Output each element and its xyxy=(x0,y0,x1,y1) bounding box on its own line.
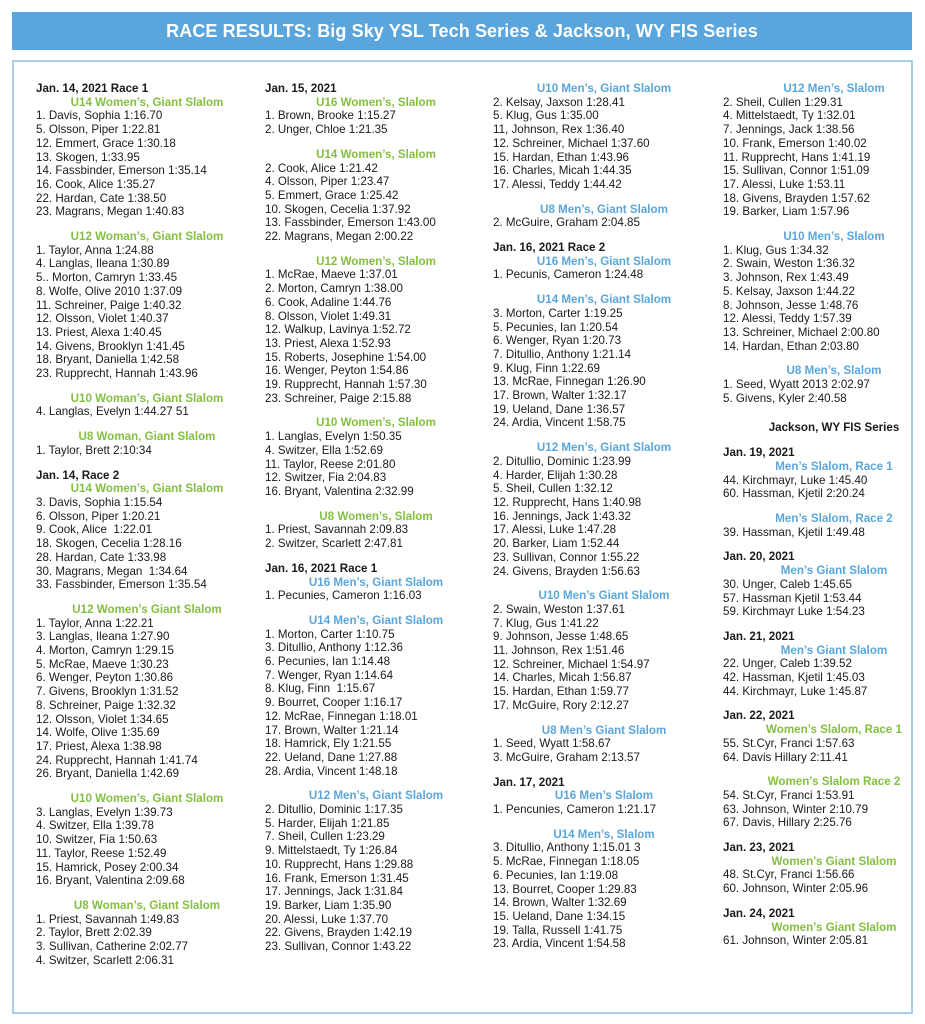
event-heading: U8 Women’s, Slalom xyxy=(319,509,433,523)
result-entry: 1. Klug, Gus 1:34.32 xyxy=(723,243,829,257)
result-entry: 23. Sullivan, Connor 1:43.22 xyxy=(265,940,412,954)
result-entry: 11. Taylor, Reese 2:01.80 xyxy=(265,457,396,471)
result-entry: 1. Seed, Wyatt 2013 2:02.97 xyxy=(723,378,870,392)
race-date: Jan. 14, Race 2 xyxy=(36,468,120,482)
event-heading: U8 Men’s, Giant Slalom xyxy=(540,202,668,216)
result-entry: 4. Langlas, Evelyn 1:44.27 51 xyxy=(36,405,189,419)
result-entry: 18. Hamrick, Ely 1:21.55 xyxy=(265,737,392,751)
result-entry: 59. Kirchmayr Luke 1:54.23 xyxy=(723,605,865,619)
result-entry: 15. Sullivan, Connor 1:51.09 xyxy=(723,164,870,178)
result-entry: 12. Walkup, Lavinya 1:52.72 xyxy=(265,323,411,337)
result-entry: 4. Switzer, Scarlett 2:06.31 xyxy=(36,953,174,967)
result-entry: 8. Klug, Finn 1:15.67 xyxy=(265,682,376,696)
result-entry: 1. Taylor, Anna 1:22.21 xyxy=(36,616,154,630)
result-entry: 26. Bryant, Daniella 1:42.69 xyxy=(36,767,180,781)
result-entry: 14. Givens, Brooklyn 1:41.45 xyxy=(36,339,185,353)
result-entry: 3. Langlas, Evelyn 1:39.73 xyxy=(36,805,173,819)
result-entry: 10. Switzer, Fia 1:50.63 xyxy=(36,833,158,847)
result-entry: 2. Swain, Weston 1:37.61 xyxy=(493,602,625,616)
result-entry: 15. Ueland, Dane 1:34.15 xyxy=(493,909,626,923)
result-entry: 1. Davis, Sophia 1:16.70 xyxy=(36,109,163,123)
result-entry: 14. Wolfe, Olive 1:35.69 xyxy=(36,726,160,740)
event-heading: U10 Men’s Giant Slalom xyxy=(538,589,670,603)
result-entry: 24. Givens, Brayden 1:56.63 xyxy=(493,564,640,578)
result-entry: 22. Ueland, Dane 1:27.88 xyxy=(265,750,398,764)
event-heading: U16 Women’s, Slalom xyxy=(316,95,436,109)
event-heading: Women’s Slalom, Race 1 xyxy=(766,723,902,737)
result-entry: 17. Jennings, Jack 1:31.84 xyxy=(265,885,403,899)
result-entry: 67. Davis, Hillary 2:25.76 xyxy=(723,816,852,830)
result-entry: 23. Magrans, Megan 1:40.83 xyxy=(36,205,185,219)
result-entry: 19. Barker, Liam 1:35.90 xyxy=(265,898,392,912)
result-entry: 13. Schreiner, Michael 2:00.80 xyxy=(723,325,880,339)
event-heading: U16 Men’s Slalom xyxy=(554,789,654,803)
result-entry: 11. Taylor, Reese 1:52.49 xyxy=(36,846,167,860)
result-entry: 7. Klug, Gus 1:41.22 xyxy=(493,616,599,630)
result-entry: 12. Schreiner, Michael 1:54.97 xyxy=(493,657,650,671)
result-entry: 22. Givens, Brayden 1:42.19 xyxy=(265,926,412,940)
result-entry: 15. Hardan, Ethan 1:43.96 xyxy=(493,150,630,164)
result-entry: 4. Morton, Camryn 1:29.15 xyxy=(36,644,174,658)
result-entry: 28. Ardia, Vincent 1:48.18 xyxy=(265,764,398,778)
result-entry: 9. Mittelstaedt, Ty 1:26.84 xyxy=(265,844,398,858)
result-entry: 12. McRae, Finnegan 1:18.01 xyxy=(265,709,418,723)
event-heading: U8 Woman’s, Giant Slalom xyxy=(73,898,221,912)
results-column-1 xyxy=(36,82,258,967)
result-entry: 18. Bryant, Daniella 1:42.58 xyxy=(36,353,180,367)
event-heading: Women’s Giant Slalom xyxy=(771,920,897,934)
result-entry: 5. Pecunies, Ian 1:20.54 xyxy=(493,320,619,334)
result-entry: 60. Hassman, Kjetil 2:20.24 xyxy=(723,487,865,501)
result-entry: 10. Rupprecht, Hans 1:29.88 xyxy=(265,857,414,871)
event-heading: Men’s Slalom, Race 1 xyxy=(775,459,893,473)
result-entry: 5. Harder, Elijah 1:21.85 xyxy=(265,816,390,830)
result-entry: 63. Johnson, Winter 2:10.79 xyxy=(723,802,869,816)
event-heading: U10 Men’s, Slalom xyxy=(783,230,885,244)
race-date: Jan. 21, 2021 xyxy=(723,629,795,643)
result-entry: 12. Schreiner, Michael 1:37.60 xyxy=(493,136,650,150)
result-entry: 12. Olsson, Violet 1:34.65 xyxy=(36,712,169,726)
result-entry: 5. Klug, Gus 1:35.00 xyxy=(493,109,599,123)
event-heading: U10 Woman’s, Giant Slalom xyxy=(70,391,224,405)
event-heading: U8 Woman, Giant Slalom xyxy=(78,430,216,444)
event-heading: Women’s Giant Slalom xyxy=(771,854,897,868)
result-entry: 3. Morton, Carter 1:19.25 xyxy=(493,306,623,320)
event-heading: U12 Women’s Giant Slalom xyxy=(72,602,222,616)
result-entry: 54. St.Cyr, Franci 1:53.91 xyxy=(723,788,855,802)
result-entry: 9. Cook, Alice 1:22.01 xyxy=(36,523,153,537)
result-entry: 14. Fassbinder, Emerson 1:35.14 xyxy=(36,164,207,178)
result-entry: 13. Skogen, 1:33.95 xyxy=(36,150,140,164)
result-entry: 42. Hassman, Kjetil 1:45.03 xyxy=(723,671,865,685)
result-entry: 2. Ditullio, Dominic 1:23.99 xyxy=(493,454,631,468)
result-entry: 3. Sullivan, Catherine 2:02.77 xyxy=(36,940,189,954)
result-entry: 22. Magrans, Megan 2:00.22 xyxy=(265,230,414,244)
result-entry: 23. Rupprecht, Hannah 1:43.96 xyxy=(36,367,198,381)
result-entry: 16. Jennings, Jack 1:43.32 xyxy=(493,509,631,523)
result-entry: 30. Unger, Caleb 1:45.65 xyxy=(723,577,852,591)
result-entry: 5. Sheil, Cullen 1:32.12 xyxy=(493,482,613,496)
result-entry: 14. Brown, Walter 1:32.69 xyxy=(493,896,627,910)
result-entry: 4. Mittelstaedt, Ty 1:32.01 xyxy=(723,109,856,123)
result-entry: 6. Wenger, Ryan 1:20.73 xyxy=(493,334,622,348)
result-entry: 16. Bryant, Valentina 2:32.99 xyxy=(265,484,414,498)
result-entry: 22. Unger, Caleb 1:39.52 xyxy=(723,657,852,671)
event-heading: U14 Women’s, Giant Slalom xyxy=(70,482,224,496)
result-entry: 12. Switzer, Fia 2:04.83 xyxy=(265,471,387,485)
result-entry: 20. Barker, Liam 1:52.44 xyxy=(493,537,620,551)
result-entry: 17. Priest, Alexa 1:38.98 xyxy=(36,739,162,753)
results-column-4 xyxy=(723,82,925,948)
result-entry: 1. Priest, Savannah 1:49.83 xyxy=(36,912,180,926)
result-entry: 2. Unger, Chloe 1:21.35 xyxy=(265,123,388,137)
result-entry: 4. Olsson, Piper 1:23.47 xyxy=(265,175,390,189)
event-heading: U12 Men’s, Slalom xyxy=(783,82,885,95)
race-date: Jan. 14, 2021 Race 1 xyxy=(36,82,149,95)
result-entry: 7. Sheil, Cullen 1:23.29 xyxy=(265,830,385,844)
result-entry: 13. McRae, Finnegan 1:26.90 xyxy=(493,375,646,389)
result-entry: 1. Morton, Carter 1:10.75 xyxy=(265,627,395,641)
result-entry: 9. Bourret, Cooper 1:16.17 xyxy=(265,696,403,710)
result-entry: 13. Fassbinder, Emerson 1:43.00 xyxy=(265,216,436,230)
result-entry: 22. Hardan, Cate 1:38.50 xyxy=(36,191,167,205)
result-entry: 16. Wenger, Peyton 1:54.86 xyxy=(265,364,409,378)
result-entry: 23. Ardia, Vincent 1:54.58 xyxy=(493,937,626,951)
result-entry: 15. Roberts, Josephine 1:54.00 xyxy=(265,350,427,364)
result-entry: 5. Givens, Kyler 2:40.58 xyxy=(723,391,847,405)
event-heading: U14 Men’s, Giant Slalom xyxy=(536,293,672,307)
series-heading: Jackson, WY FIS Series xyxy=(768,421,900,435)
result-entry: 19. Rupprecht, Hannah 1:57.30 xyxy=(265,378,427,392)
result-entry: 11. Rupprecht, Hans 1:41.19 xyxy=(723,150,871,164)
result-entry: 3. Johnson, Rex 1:43.49 xyxy=(723,271,849,285)
result-entry: 1. Taylor, Anna 1:24.88 xyxy=(36,243,154,257)
result-entry: 1. Taylor, Brett 2:10:34 xyxy=(36,443,152,457)
result-entry: 8. Olsson, Violet 1:49.31 xyxy=(265,309,392,323)
result-entry: 2. Ditullio, Dominic 1:17.35 xyxy=(265,803,403,817)
race-date: Jan. 16, 2021 Race 2 xyxy=(493,241,606,255)
result-entry: 1. Seed, Wyatt 1:58.67 xyxy=(493,737,611,751)
result-entry: 2. McGuire, Graham 2:04.85 xyxy=(493,216,640,230)
event-heading: U8 Men’s Giant Slalom xyxy=(541,723,667,737)
result-entry: 19. Barker, Liam 1:57.96 xyxy=(723,205,850,219)
result-entry: 64. Davis Hillary 2:11.41 xyxy=(723,750,848,764)
result-entry: 28. Hardan, Cate 1:33.98 xyxy=(36,550,167,564)
result-entry: 8. Wolfe, Olive 2010 1:37.09 xyxy=(36,284,183,298)
result-entry: 4. Langlas, Ileana 1:30.89 xyxy=(36,257,170,271)
result-entry: 5. Emmert, Grace 1:25.42 xyxy=(265,188,399,202)
event-heading: U16 Men’s, Giant Slalom xyxy=(536,254,672,268)
result-entry: 60. Johnson, Winter 2:05.96 xyxy=(723,882,869,896)
result-entry: 19. Ueland, Dane 1:36.57 xyxy=(493,402,626,416)
event-heading: U14 Women’s, Slalom xyxy=(316,147,436,161)
result-entry: 24. Rupprecht, Hannah 1:41.74 xyxy=(36,753,198,767)
result-entry: 10. Frank, Emerson 1:40.02 xyxy=(723,136,867,150)
result-entry: 2. Sheil, Cullen 1:29.31 xyxy=(723,95,843,109)
result-entry: 61. Johnson, Winter 2:05.81 xyxy=(723,934,869,948)
result-entry: 7. Givens, Brooklyn 1:31.52 xyxy=(36,685,179,699)
result-entry: 5.. Morton, Camryn 1:33.45 xyxy=(36,271,178,285)
result-entry: 12. Olsson, Violet 1:40.37 xyxy=(36,312,169,326)
result-entry: 1. Pecunis, Cameron 1:24.48 xyxy=(493,268,644,282)
event-heading: U8 Men’s, Slalom xyxy=(786,364,882,378)
event-heading: Men’s Giant Slalom xyxy=(780,564,888,578)
result-entry: 11, Johnson, Rex 1:36.40 xyxy=(493,123,625,137)
result-entry: 16. Frank, Emerson 1:31.45 xyxy=(265,871,409,885)
result-entry: 1. Brown, Brooke 1:15.27 xyxy=(265,109,396,123)
result-entry: 3. Langlas, Ileana 1:27.90 xyxy=(36,630,170,644)
result-entry: 5. McRae, Maeve 1:30.23 xyxy=(36,657,169,671)
result-entry: 16. Bryant, Valentina 2:09.68 xyxy=(36,874,185,888)
race-date: Jan. 16, 2021 Race 1 xyxy=(265,561,378,575)
race-date: Jan. 15, 2021 xyxy=(265,82,337,95)
result-entry: 3. Ditullio, Anthony 1:15.01 3 xyxy=(493,841,641,855)
result-entry: 14. Charles, Micah 1:56.87 xyxy=(493,671,632,685)
result-entry: 4. Switzer, Ella 1:39.78 xyxy=(36,819,154,833)
result-entry: 24. Ardia, Vincent 1:58.75 xyxy=(493,416,626,430)
result-entry: 20. Alessi, Luke 1:37.70 xyxy=(265,912,389,926)
event-heading: U10 Women’s, Giant Slalom xyxy=(70,792,224,806)
result-entry: 17. Brown, Walter 1:32.17 xyxy=(493,389,627,403)
result-entry: 2. Cook, Alice 1:21.42 xyxy=(265,161,378,175)
result-entry: 48. St.Cyr, Franci 1:56.66 xyxy=(723,868,855,882)
race-date: Jan. 20, 2021 xyxy=(723,550,795,564)
result-entry: 8. Johnson, Jesse 1:48.76 xyxy=(723,298,859,312)
result-entry: 6. Pecunies, Ian 1:14.48 xyxy=(265,655,391,669)
result-entry: 12. Rupprecht, Hans 1:40.98 xyxy=(493,495,642,509)
result-entry: 13. Priest, Alexa 1:52.93 xyxy=(265,336,391,350)
result-entry: 1. Priest, Savannah 2:09.83 xyxy=(265,523,409,537)
race-date: Jan. 23, 2021 xyxy=(723,841,795,855)
result-entry: 19. Talla, Russell 1:41.75 xyxy=(493,923,623,937)
result-entry: 17. McGuire, Rory 2:12.27 xyxy=(493,698,629,712)
result-entry: 23. Sullivan, Connor 1:55.22 xyxy=(493,550,640,564)
result-entry: 12. Alessi, Teddy 1:57.39 xyxy=(723,312,852,326)
result-entry: 9. Johnson, Jesse 1:48.65 xyxy=(493,630,629,644)
result-entry: 23. Schreiner, Paige 2:15.88 xyxy=(265,391,412,405)
results-column-2 xyxy=(265,82,487,954)
result-entry: 4. Harder, Elijah 1:30.28 xyxy=(493,468,618,482)
result-entry: 4. Switzer, Ella 1:52.69 xyxy=(265,443,383,457)
result-entry: 6. Pecunies, Ian 1:19.08 xyxy=(493,868,619,882)
race-date: Jan. 17, 2021 xyxy=(493,775,565,789)
result-entry: 57. Hassman Kjetil 1:53.44 xyxy=(723,591,862,605)
result-entry: 1. Pencunies, Cameron 1:21.17 xyxy=(493,803,657,817)
result-entry: 17. Brown, Walter 1:21.14 xyxy=(265,723,399,737)
result-entry: 9. Klug, Finn 1:22.69 xyxy=(493,361,600,375)
event-heading: U10 Women’s, Slalom xyxy=(316,416,436,430)
result-entry: 2. Taylor, Brett 2:02.39 xyxy=(36,926,152,940)
result-entry: 17. Alessi, Luke 1:47.28 xyxy=(493,523,617,537)
result-entry: 3. Davis, Sophia 1:15.54 xyxy=(36,495,163,509)
event-heading: U14 Women’s, Giant Slalom xyxy=(70,95,224,109)
event-heading: U14 Men’s, Slalom xyxy=(553,827,655,841)
event-heading: U12 Woman’s, Giant Slalom xyxy=(70,230,224,244)
result-entry: 7. Ditullio, Anthony 1:21.14 xyxy=(493,347,631,361)
event-heading: Men’s Giant Slalom xyxy=(780,643,888,657)
result-entry: 44. Kirchmayr, Luke 1:45.87 xyxy=(723,684,868,698)
event-heading: U10 Men’s, Giant Slalom xyxy=(536,82,672,95)
results-column-3 xyxy=(493,82,715,951)
result-entry: 5. Olsson, Piper 1:22.81 xyxy=(36,123,161,137)
result-entry: 6. Olsson, Piper 1:20.21 xyxy=(36,509,161,523)
page-title: RACE RESULTS: Big Sky YSL Tech Series & Jackson, WY FIS Series xyxy=(12,12,912,50)
result-entry: 13. Priest, Alexa 1:40.45 xyxy=(36,325,162,339)
result-entry: 5. McRae, Finnegan 1:18.05 xyxy=(493,855,640,869)
result-entry: 11. Johnson, Rex 1:51.46 xyxy=(493,644,625,658)
event-heading: U12 Women’s, Slalom xyxy=(316,254,436,268)
result-entry: 15. Hardan, Ethan 1:59.77 xyxy=(493,685,630,699)
result-entry: 2. Switzer, Scarlett 2:47.81 xyxy=(265,537,403,551)
result-entry: 3. Ditullio, Anthony 1:12.36 xyxy=(265,641,403,655)
result-entry: 11. Schreiner, Paige 1:40.32 xyxy=(36,298,182,312)
result-entry: 13. Bourret, Cooper 1:29.83 xyxy=(493,882,637,896)
race-date: Jan. 24, 2021 xyxy=(723,906,795,920)
result-entry: 2. Kelsay, Jaxson 1:28.41 xyxy=(493,95,625,109)
result-entry: 16. Charles, Micah 1:44.35 xyxy=(493,164,632,178)
result-entry: 5. Kelsay, Jaxson 1:44.22 xyxy=(723,284,855,298)
event-heading: U16 Men’s, Giant Slalom xyxy=(308,575,444,589)
result-entry: 55. St.Cyr, Franci 1:57.63 xyxy=(723,736,855,750)
result-entry: 1. Pecunies, Cameron 1:16.03 xyxy=(265,589,422,603)
event-heading: U12 Men’s, Giant Slalom xyxy=(536,441,672,455)
result-entry: 6. Wenger, Peyton 1:30.86 xyxy=(36,671,174,685)
result-entry: 17. Alessi, Luke 1:53.11 xyxy=(723,177,846,191)
event-heading: Women’s Slalom Race 2 xyxy=(767,775,901,789)
result-entry: 1. McRae, Maeve 1:37.01 xyxy=(265,268,398,282)
result-entry: 7. Wenger, Ryan 1:14.64 xyxy=(265,668,394,682)
event-heading: U12 Men’s, Giant Slalom xyxy=(308,789,444,803)
result-entry: 3. McGuire, Graham 2:13.57 xyxy=(493,750,640,764)
result-entry: 16. Cook, Alice 1:35.27 xyxy=(36,177,156,191)
result-entry: 7. Jennings, Jack 1:38.56 xyxy=(723,123,855,137)
event-heading: Men’s Slalom, Race 2 xyxy=(775,511,893,525)
result-entry: 10. Skogen, Cecelia 1:37.92 xyxy=(265,202,411,216)
result-entry: 8. Schreiner, Paige 1:32.32 xyxy=(36,698,176,712)
result-entry: 1. Langlas, Evelyn 1:50.35 xyxy=(265,430,402,444)
race-date: Jan. 22, 2021 xyxy=(723,709,795,723)
result-entry: 39. Hassman, Kjetil 1:49.48 xyxy=(723,525,865,539)
result-entry: 2. Swain, Weston 1:36.32 xyxy=(723,257,855,271)
result-entry: 15. Hamrick, Posey 2:00.34 xyxy=(36,860,179,874)
result-entry: 30. Magrans, Megan 1:34.64 xyxy=(36,564,188,578)
result-entry: 18. Skogen, Cecelia 1:28.16 xyxy=(36,537,182,551)
result-entry: 33. Fassbinder, Emerson 1:35.54 xyxy=(36,578,207,592)
result-entry: 17. Alessi, Teddy 1:44.42 xyxy=(493,177,622,191)
result-entry: 18. Givens, Brayden 1:57.62 xyxy=(723,191,870,205)
result-entry: 14. Hardan, Ethan 2:03.80 xyxy=(723,339,860,353)
event-heading: U14 Men’s, Giant Slalom xyxy=(308,613,444,627)
result-entry: 2. Morton, Camryn 1:38.00 xyxy=(265,282,403,296)
race-date: Jan. 19, 2021 xyxy=(723,446,795,460)
result-entry: 6. Cook, Adaline 1:44.76 xyxy=(265,295,392,309)
result-entry: 44. Kirchmayr, Luke 1:45.40 xyxy=(723,473,868,487)
result-entry: 12. Emmert, Grace 1:30.18 xyxy=(36,136,176,150)
